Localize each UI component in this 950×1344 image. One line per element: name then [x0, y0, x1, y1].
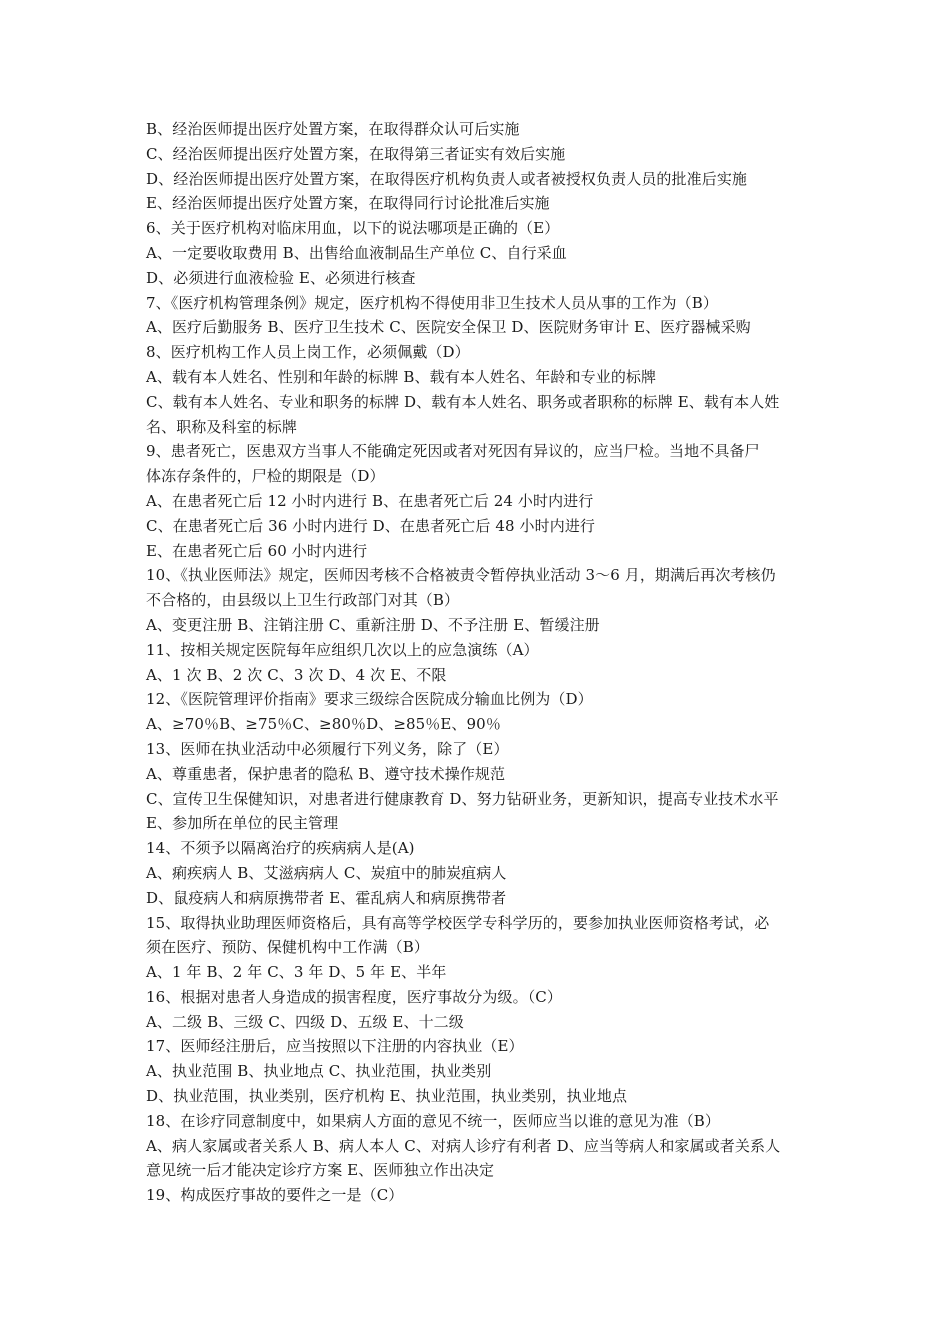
text-line: 不合格的，由县级以上卫生行政部门对其（B） [146, 591, 460, 610]
question-line: 10、《执业医师法》规定，医师因考核不合格被责令暂停执业活动 3～6 月，期满后再次考核仍 [146, 566, 776, 585]
question-line: 18、在诊疗同意制度中，如果病人方面的意见不统一，医师应当以谁的意见为准（B） [146, 1111, 721, 1130]
text-line: D、经治医师提出医疗处置方案，在取得医疗机构负责人或者被授权负责人员的批准后实施 [146, 169, 748, 188]
text-line: A、痢疾病人 B、艾滋病病人 C、炭疽中的肺炭疽病人 [146, 863, 507, 882]
question-line: 7、《医疗机构管理条例》规定，医疗机构不得使用非卫生技术人员从事的工作为（B） [146, 293, 718, 312]
text-line: E、参加所在单位的民主管理 [146, 814, 339, 833]
question-line: 11、按相关规定医院每年应组织几次以上的应急演练（A） [146, 640, 539, 659]
text-line: A、≥70％B、≥75％C、≥80％D、≥85％E、90％ [146, 715, 501, 734]
text-line: E、经治医师提出医疗处置方案，在取得同行讨论批准后实施 [146, 194, 550, 213]
text-line: D、必须进行血液检验 E、必须进行核查 [146, 268, 416, 287]
question-line: 13、医师在执业活动中必须履行下列义务，除了（E） [146, 739, 509, 758]
text-line: D、执业范围，执业类别，医疗机构 E、执业范围，执业类别，执业地点 [146, 1087, 628, 1106]
text-line: C、宣传卫生保健知识，对患者进行健康教育 D、努力钻研业务，更新知识，提高专业技术水平 [146, 789, 779, 808]
document-page [146, 117, 816, 1208]
text-line: A、载有本人姓名、性别和年龄的标牌 B、载有本人姓名、年龄和专业的标牌 [146, 367, 657, 386]
text-line: A、1 次 B、2 次 C、3 次 D、4 次 E、不限 [146, 665, 447, 684]
question-line: 12、《医院管理评价指南》要求三级综合医院成分输血比例为（D） [146, 690, 593, 709]
text-line: 体冻存条件的，尸检的期限是（D） [146, 467, 385, 486]
question-line: 9、患者死亡，医患双方当事人不能确定死因或者对死因有异议的，应当尸检。当地不具备尸 [146, 442, 760, 461]
text-line: A、执业范围 B、执业地点 C、执业范围，执业类别 [146, 1062, 492, 1081]
text-line: C、载有本人姓名、专业和职务的标牌 D、载有本人姓名、职务或者职称的标牌 E、载有本人姓 [146, 392, 780, 411]
text-line: A、1 年 B、2 年 C、3 年 D、5 年 E、半年 [146, 963, 447, 982]
text-line: C、经治医师提出医疗处置方案，在取得第三者证实有效后实施 [146, 144, 566, 163]
text-line: 须在医疗、预防、保健机构中工作满（B） [146, 938, 429, 957]
text-line: E、在患者死亡后 60 小时内进行 [146, 541, 368, 560]
text-line: 意见统一后才能决定诊疗方案 E、医师独立作出决定 [146, 1161, 495, 1180]
text-line: A、病人家属或者关系人 B、病人本人 C、对病人诊疗有利者 D、应当等病人和家属或者关系人 [146, 1136, 781, 1155]
text-line: A、医疗后勤服务 B、医疗卫生技术 C、医院安全保卫 D、医院财务审计 E、医疗器械采购 [146, 318, 751, 337]
text-line: B、经治医师提出医疗处置方案，在取得群众认可后实施 [146, 120, 520, 138]
question-line: 14、不须予以隔离治疗的疾病病人是(A) [146, 839, 415, 858]
text-line: C、在患者死亡后 36 小时内进行 D、在患者死亡后 48 小时内进行 [146, 516, 596, 535]
question-line: 8、医疗机构工作人员上岗工作，必须佩戴（D） [146, 343, 470, 362]
question-line: 15、取得执业助理医师资格后，具有高等学校医学专科学历的，要参加执业医师资格考试，必 [146, 913, 770, 932]
text-line: A、变更注册 B、注销注册 C、重新注册 D、不予注册 E、暂缓注册 [146, 615, 600, 634]
question-line: 6、关于医疗机构对临床用血，以下的说法哪项是正确的（E） [146, 219, 560, 238]
text-line: A、尊重患者，保护患者的隐私 B、遵守技术操作规范 [146, 764, 506, 783]
text-line: D、鼠疫病人和病原携带者 E、霍乱病人和病原携带者 [146, 888, 507, 907]
text-line: A、在患者死亡后 12 小时内进行 B、在患者死亡后 24 小时内进行 [146, 491, 594, 510]
text-line: A、一定要收取费用 B、出售给血液制品生产单位 C、自行采血 [146, 243, 567, 262]
text-line: 名、职称及科室的标牌 [146, 417, 298, 436]
text-line: A、二级 B、三级 C、四级 D、五级 E、十二级 [146, 1012, 464, 1031]
question-line: 17、医师经注册后，应当按照以下注册的内容执业（E） [146, 1037, 524, 1056]
question-line: 16、根据对患者人身造成的损害程度，医疗事故分为级。（C） [146, 987, 562, 1006]
question-line: 19、构成医疗事故的要件之一是（C） [146, 1186, 404, 1205]
